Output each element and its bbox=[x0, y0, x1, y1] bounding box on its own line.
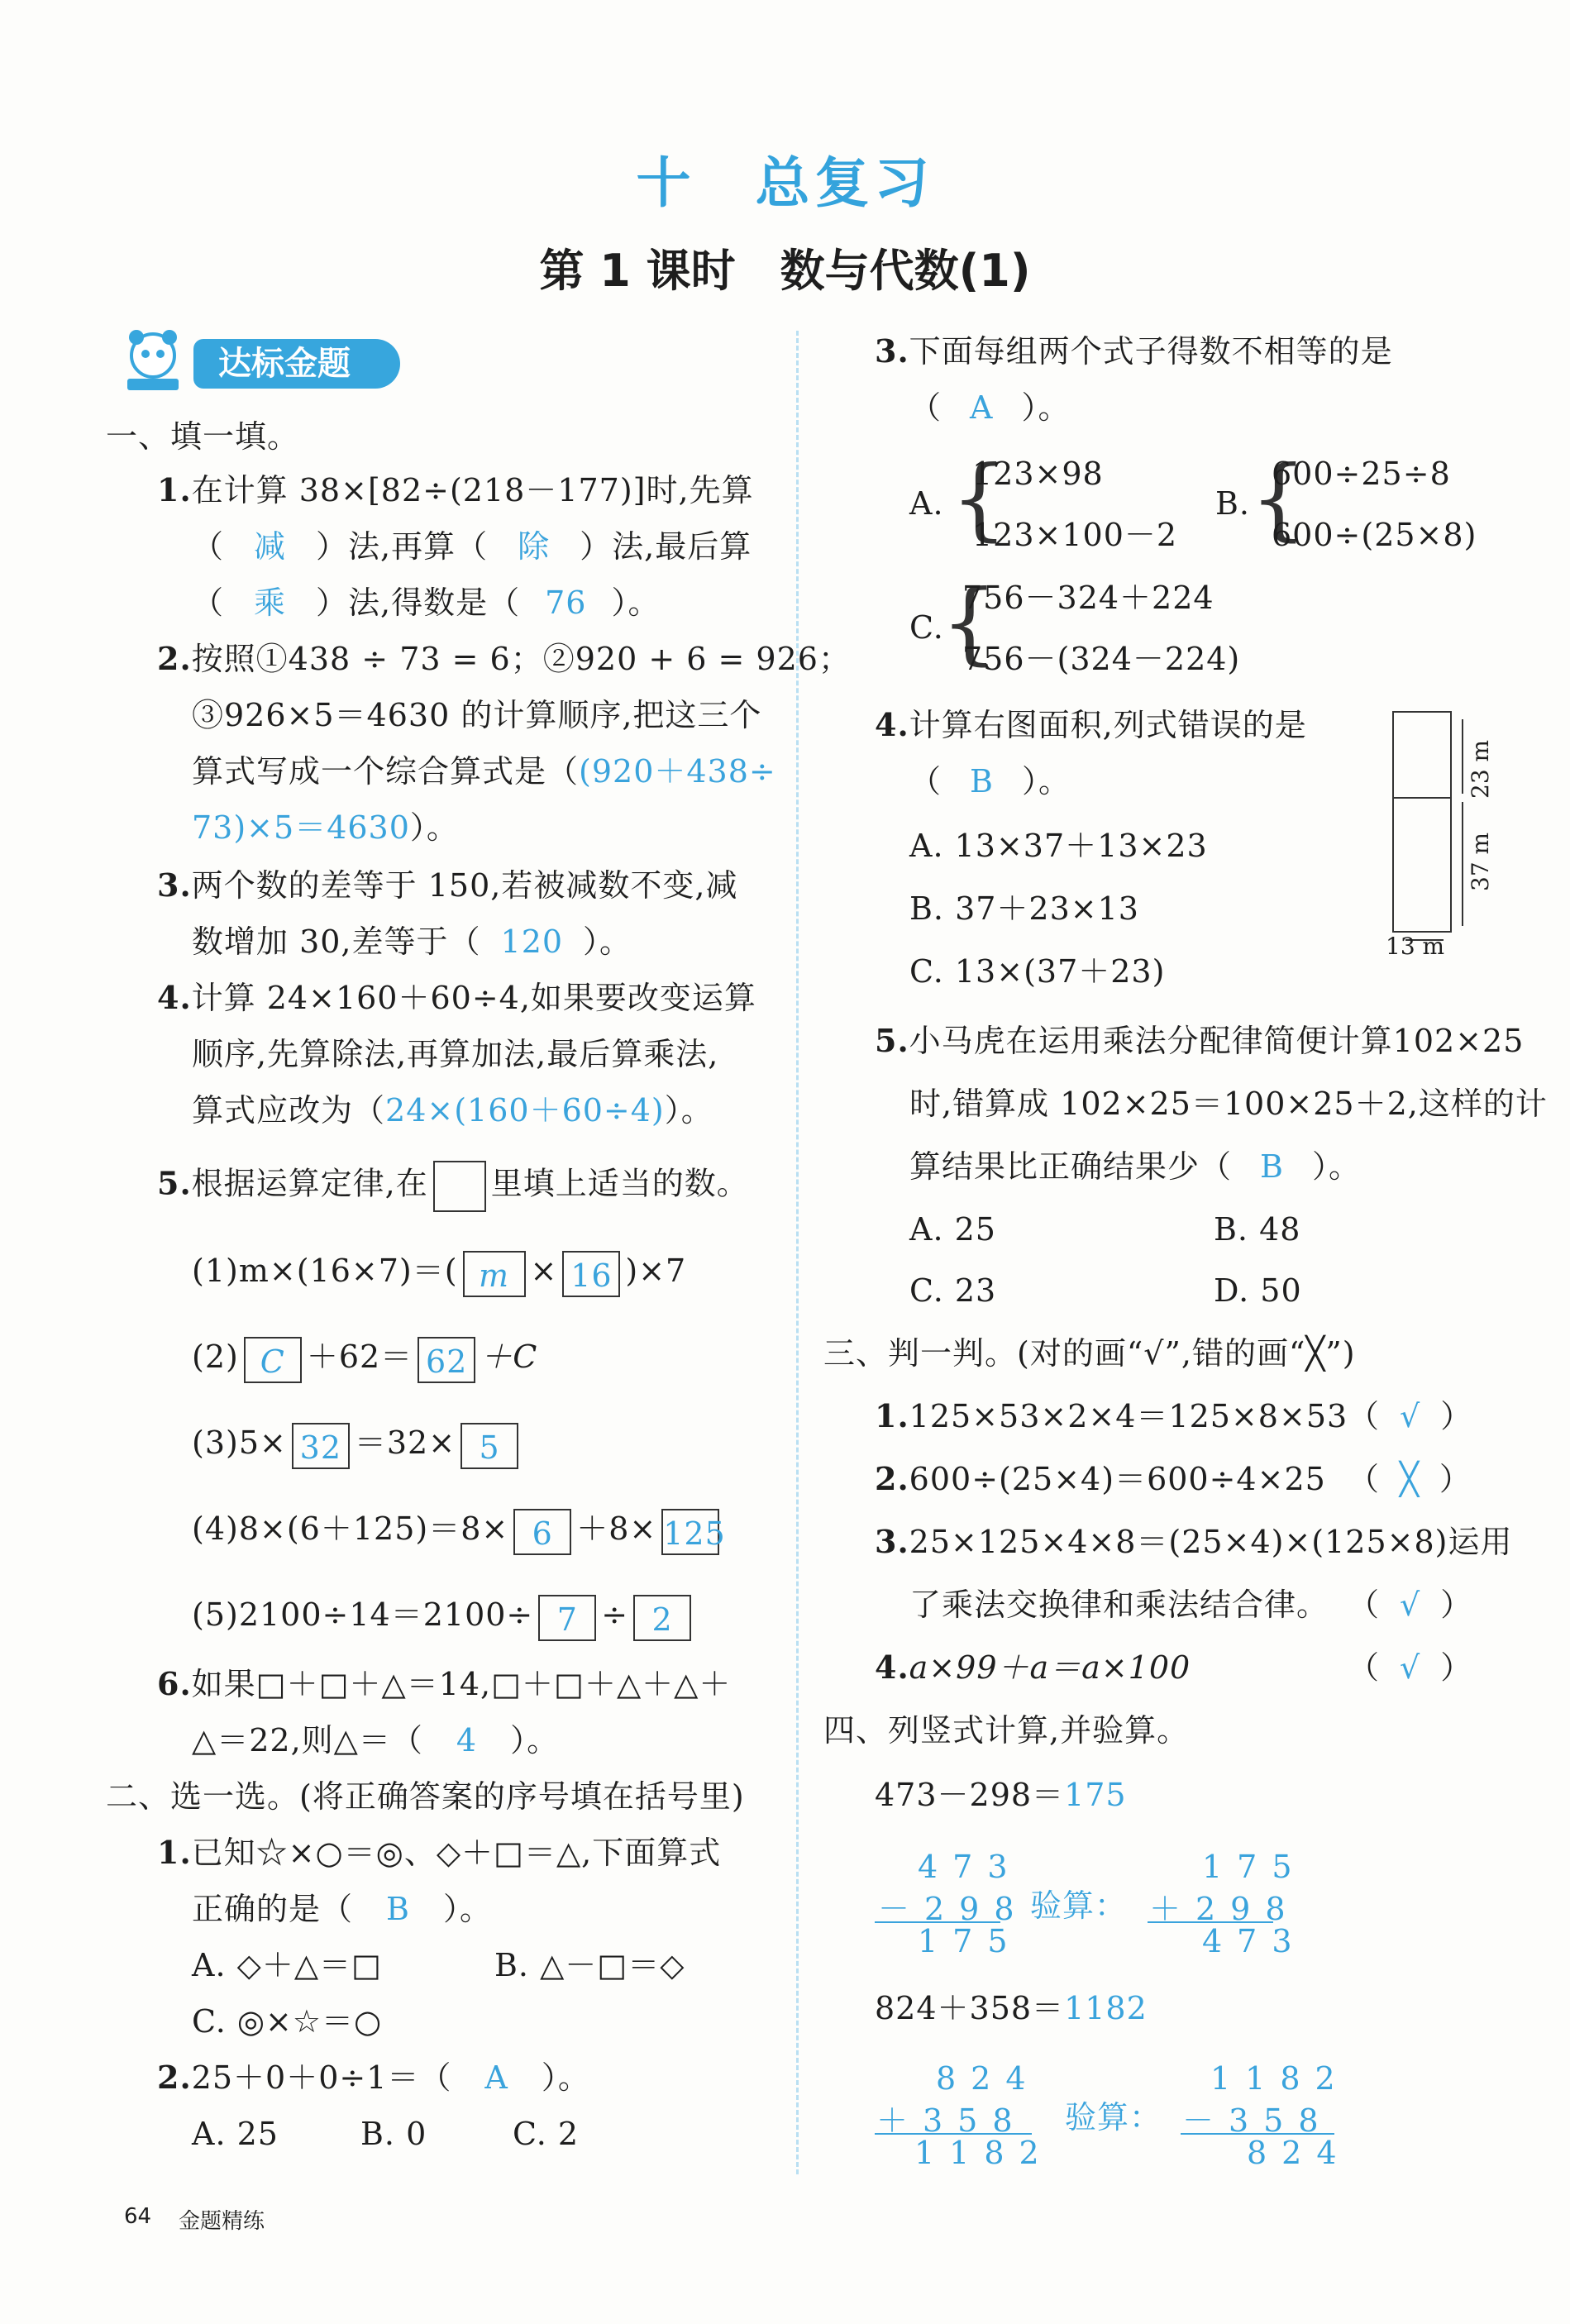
s2-q3-optB-bottom: 600÷(25×8) bbox=[1272, 517, 1477, 553]
answer-box: 32 bbox=[292, 1423, 350, 1469]
dim-line bbox=[1462, 802, 1463, 926]
s3-item1 bbox=[875, 1396, 1348, 1437]
expr: ＋62＝ bbox=[306, 1339, 413, 1375]
s2-q1-optA: A. ◇＋△＝□ bbox=[192, 1947, 382, 1983]
s2-q5-line2: 时,错算成 102×25＝100×25＋2,这样的计 bbox=[909, 1086, 1548, 1122]
paren: ） bbox=[1439, 1461, 1472, 1497]
answer-box: 62 bbox=[418, 1337, 475, 1383]
vcalc-row bbox=[1210, 2060, 1350, 2097]
vcalc-digits: －358 bbox=[1182, 2102, 1334, 2139]
cross-mark-icon: ╳ bbox=[1400, 1461, 1420, 1497]
answer-part1: (920＋438÷ bbox=[579, 753, 776, 790]
q-text: ）。 bbox=[611, 585, 661, 621]
q-text: 里填上适当的数。 bbox=[490, 1165, 749, 1202]
q-text: ）。 bbox=[583, 923, 632, 960]
q-text: 计算右图面积,列式错误的是 bbox=[909, 707, 1307, 743]
q-number: 3. bbox=[875, 332, 909, 370]
check-label: 验算： bbox=[1030, 1887, 1128, 1924]
dim-line bbox=[1462, 719, 1463, 794]
expr: ＋8× bbox=[576, 1510, 657, 1547]
q-text: 数增加 30,差等于（ bbox=[192, 923, 481, 960]
book-name: 金题精练 bbox=[179, 2209, 265, 2234]
q-text: ）。 bbox=[541, 2059, 590, 2096]
fig-label-text: 23 m bbox=[1467, 739, 1494, 799]
q-text: （ bbox=[909, 389, 942, 426]
paren: ） bbox=[1440, 1398, 1473, 1434]
s3-item4-answer bbox=[1348, 1647, 1472, 1688]
brace: { bbox=[1250, 447, 1307, 551]
q-number: 2. bbox=[157, 2059, 192, 2096]
s2-q3-optC-bottom: 756－(324－224) bbox=[962, 641, 1241, 677]
s1-q2-line2: ③926×5＝4630 的计算顺序,把这三个 bbox=[192, 697, 762, 733]
s2-q3-optC-top: 756－324＋224 bbox=[962, 580, 1214, 616]
s2-q5-optA: A. 25 bbox=[909, 1211, 996, 1248]
s1-q1-line2 bbox=[192, 526, 752, 567]
s2-q1-optC: C. ◎×☆＝○ bbox=[192, 2003, 383, 2040]
q-text: 25×125×4×8＝(25×4)×(125×8)运用 bbox=[909, 1524, 1513, 1560]
s2-q5-optC: C. 23 bbox=[909, 1272, 997, 1309]
answer-1: 减 bbox=[254, 528, 287, 565]
answer-box: 7 bbox=[538, 1595, 596, 1641]
expr: (3)5× bbox=[192, 1424, 287, 1461]
s2-q4-line2 bbox=[909, 761, 1071, 802]
answer-4: 76 bbox=[545, 585, 587, 621]
q-text: ）。 bbox=[409, 809, 459, 846]
q-number: 1. bbox=[875, 1397, 909, 1434]
vcalc-digits: ＋298 bbox=[1149, 1891, 1300, 1927]
answer: A bbox=[970, 389, 994, 426]
equation: 473－298＝ bbox=[875, 1777, 1065, 1813]
s2-q3-optB-label: B. bbox=[1215, 485, 1251, 522]
expr: ＋C bbox=[480, 1339, 538, 1375]
brace: { bbox=[951, 447, 1008, 551]
lesson-title: 第 1 课时 数与代数(1) bbox=[539, 245, 1031, 297]
vcalc-row bbox=[885, 1849, 1023, 1885]
fig-label-bottom: 13 m bbox=[1386, 933, 1445, 960]
vcalc-digits: －298 bbox=[878, 1891, 1029, 1927]
answer: B bbox=[1260, 1148, 1284, 1185]
s2-q2-optB: B. 0 bbox=[360, 2116, 427, 2152]
vcalc-digits: 473 bbox=[1202, 1923, 1307, 1959]
q-number: 4. bbox=[157, 979, 192, 1016]
s1-q5-sub4 bbox=[192, 1503, 724, 1554]
check-mark-icon: √ bbox=[1400, 1649, 1421, 1686]
paren: （ bbox=[1348, 1398, 1381, 1434]
q-text: 两个数的差等于 150,若被减数不变,减 bbox=[191, 867, 738, 904]
s3-item2-answer bbox=[1348, 1458, 1472, 1500]
s3-item3-line2: 了乘法交换律和乘法结合律。 bbox=[909, 1587, 1329, 1623]
expr: )×7 bbox=[625, 1253, 687, 1289]
s2-q3-optA-label: A. bbox=[909, 485, 944, 522]
s1-q3-line2 bbox=[192, 921, 632, 962]
q-text: ）。 bbox=[664, 1092, 713, 1129]
q-text: ）法,最后算 bbox=[580, 528, 752, 565]
answer: 120 bbox=[500, 923, 564, 960]
s1-q2-line4 bbox=[192, 807, 459, 848]
equation: 824＋358＝ bbox=[875, 1990, 1065, 2026]
chapter-title: 十 总复习 bbox=[636, 151, 934, 215]
q-number: 3. bbox=[157, 866, 192, 904]
s2-q3-line1 bbox=[875, 331, 1393, 372]
q-text: ）。 bbox=[1311, 1148, 1361, 1185]
answer-box: 2 bbox=[633, 1595, 691, 1641]
section4-heading: 四、列竖式计算,并验算。 bbox=[823, 1712, 1190, 1749]
s2-q1-line1 bbox=[157, 1832, 721, 1873]
s2-q3-line2 bbox=[909, 387, 1070, 428]
s2-q2-optC: C. 2 bbox=[513, 2116, 580, 2152]
vcalc-row bbox=[1210, 2135, 1352, 2171]
s2-q5-optD: D. 50 bbox=[1214, 1272, 1302, 1309]
vcalc-digits: ＋358 bbox=[876, 2102, 1028, 2139]
q-text: ）。 bbox=[1021, 389, 1071, 426]
expr: ＝32× bbox=[354, 1424, 456, 1461]
answer-box: 16 bbox=[562, 1251, 620, 1297]
s1-q6-line2 bbox=[192, 1720, 559, 1761]
s2-q4-optA: A. 13×37＋13×23 bbox=[909, 828, 1208, 864]
q-text: 算式写成一个综合算式是（ bbox=[192, 753, 580, 790]
q-text: 算结果比正确结果少（ bbox=[909, 1148, 1233, 1185]
q-text: 计算 24×160＋60÷4,如果要改变运算 bbox=[191, 980, 756, 1016]
s1-q4-line2: 顺序,先算除法,再算加法,最后算乘法, bbox=[192, 1036, 719, 1072]
s2-q1-line2 bbox=[192, 1888, 492, 1930]
s1-q6-line1 bbox=[157, 1663, 731, 1705]
expr: × bbox=[530, 1253, 558, 1289]
vcalc-digits: 175 bbox=[918, 1923, 1023, 1959]
answer-2: 除 bbox=[518, 528, 551, 565]
vcalc-row bbox=[885, 1923, 1023, 1959]
s2-q5-line1 bbox=[875, 1020, 1524, 1062]
q-number: 4. bbox=[875, 1649, 909, 1686]
vcalc-digits: 473 bbox=[918, 1849, 1023, 1885]
s2-q4-optC: C. 13×(37＋23) bbox=[909, 953, 1166, 990]
s1-q4-line3 bbox=[192, 1090, 713, 1131]
q-number: 2. bbox=[875, 1460, 909, 1497]
q-text: ）。 bbox=[510, 1722, 560, 1759]
answer: B bbox=[386, 1891, 410, 1927]
s2-q3-optA-top: 123×98 bbox=[972, 456, 1104, 492]
s1-q5-sub1 bbox=[192, 1245, 686, 1296]
section1-heading: 一、填一填。 bbox=[106, 418, 300, 455]
s1-q3-line1 bbox=[157, 865, 737, 906]
q-text: 下面每组两个式子得数不相等的是 bbox=[909, 333, 1393, 370]
column-divider bbox=[796, 331, 799, 2174]
figure-rect-bottom bbox=[1392, 797, 1452, 933]
s3-item1-answer bbox=[1348, 1396, 1472, 1437]
s2-q5-line3 bbox=[909, 1146, 1361, 1187]
s1-q2-line3 bbox=[192, 751, 776, 792]
vcalc-digits: 824 bbox=[1247, 2135, 1352, 2171]
expr: (4)8×(6＋125)＝8× bbox=[192, 1510, 509, 1547]
q-text: 在计算 38×[82÷(218－177)]时,先算 bbox=[191, 472, 754, 508]
q-number: 1. bbox=[157, 1834, 192, 1871]
s4-p2-eq bbox=[875, 1988, 1148, 2029]
q-number: 1. bbox=[157, 471, 192, 508]
s2-q3-optB-top: 600÷25÷8 bbox=[1272, 456, 1451, 492]
answer: 24×(160＋60÷4) bbox=[385, 1092, 665, 1129]
vcalc-digits: 175 bbox=[1202, 1849, 1307, 1885]
answer-box: 5 bbox=[461, 1423, 518, 1469]
q-text: ）法,得数是（ bbox=[316, 585, 521, 621]
q-text: a×99＋a＝a×100 bbox=[909, 1649, 1191, 1686]
q-text: ）。 bbox=[1021, 763, 1071, 799]
check-label: 验算： bbox=[1065, 2099, 1162, 2136]
paren: （ bbox=[1348, 1461, 1381, 1497]
s1-q1-line1 bbox=[157, 470, 754, 511]
vcalc-digits: 824 bbox=[936, 2060, 1041, 2097]
q-text: △＝22,则△＝（ bbox=[192, 1722, 423, 1759]
answer: A bbox=[484, 2059, 508, 2096]
paren: ） bbox=[1440, 1649, 1473, 1686]
expr: (2) bbox=[192, 1339, 239, 1375]
s3-item3 bbox=[875, 1521, 1513, 1563]
s3-item3-answer bbox=[1348, 1584, 1472, 1625]
paren: （ bbox=[192, 585, 225, 621]
answer: B bbox=[970, 763, 994, 799]
q-text: ）法,再算（ bbox=[316, 528, 489, 565]
q-text: 600÷(25×4)＝600÷4×25 bbox=[909, 1461, 1326, 1497]
paren: ） bbox=[1440, 1587, 1473, 1623]
q-text: 已知☆×○＝◎、◇＋□＝△,下面算式 bbox=[191, 1835, 722, 1871]
vcalc-row bbox=[903, 2135, 1054, 2171]
brace: { bbox=[941, 571, 998, 675]
section2-heading: 二、选一选。(将正确答案的序号填在括号里) bbox=[106, 1778, 745, 1815]
q-text: 如果□＋□＋△＝14,□＋□＋△＋△＋ bbox=[191, 1666, 732, 1702]
answer: 4 bbox=[456, 1722, 478, 1759]
fig-label-text: 37 m bbox=[1467, 832, 1494, 891]
s2-q5-optB: B. 48 bbox=[1214, 1211, 1301, 1248]
s2-q2-optA: A. 25 bbox=[192, 2116, 279, 2152]
s1-q5-sub2 bbox=[192, 1331, 537, 1382]
q-number: 2. bbox=[157, 640, 192, 677]
s1-q5-sub3 bbox=[192, 1417, 523, 1468]
answer-box: 125 bbox=[661, 1509, 719, 1555]
answer-part2: 73)×5＝4630 bbox=[192, 809, 410, 846]
vcalc-digits: 1182 bbox=[1210, 2060, 1350, 2097]
vcalc-digits: 1182 bbox=[914, 2135, 1054, 2171]
q-text: 算式应改为（ bbox=[192, 1092, 386, 1129]
s2-q3-optA-bottom: 123×100－2 bbox=[972, 517, 1178, 553]
paren: （ bbox=[1348, 1649, 1381, 1686]
paren: （ bbox=[1348, 1587, 1381, 1623]
q-number: 4. bbox=[875, 706, 909, 743]
expr: (5)2100÷14＝2100÷ bbox=[192, 1596, 534, 1633]
section-badge: 达标金题 bbox=[193, 339, 400, 389]
answer: 1182 bbox=[1064, 1990, 1148, 2026]
s1-q4-line1 bbox=[157, 977, 756, 1019]
blank-box bbox=[433, 1161, 486, 1212]
answer: 175 bbox=[1064, 1777, 1127, 1813]
s2-q4-optB: B. 37＋23×13 bbox=[909, 890, 1139, 927]
s3-item2 bbox=[875, 1458, 1326, 1500]
panda-icon bbox=[116, 324, 190, 398]
s2-q4-line1 bbox=[875, 704, 1307, 746]
s2-q1-optB: B. △－□＝◇ bbox=[494, 1947, 685, 1983]
q-number: 5. bbox=[875, 1022, 909, 1059]
q-number: 5. bbox=[157, 1164, 192, 1202]
section3-heading: 三、判一判。(对的画“√”,错的画“╳”) bbox=[823, 1335, 1356, 1372]
s4-p1-eq bbox=[875, 1774, 1127, 1816]
q-text: （ bbox=[909, 763, 942, 799]
q-text: ）。 bbox=[442, 1891, 492, 1927]
q-text: 小马虎在运用乘法分配律简便计算102×25 bbox=[909, 1023, 1525, 1059]
paren: （ bbox=[192, 528, 225, 565]
s1-q5-line1 bbox=[157, 1161, 749, 1212]
q-text: 125×53×2×4＝125×8×53 bbox=[909, 1398, 1348, 1434]
vcalc-row bbox=[1171, 1849, 1307, 1885]
answer-box: 6 bbox=[513, 1509, 571, 1555]
q-number: 3. bbox=[875, 1523, 909, 1560]
s2-q3-optC-label: C. bbox=[909, 609, 944, 646]
q-text: 25＋0＋0÷1＝（ bbox=[191, 2059, 452, 2096]
s3-item4 bbox=[875, 1647, 1191, 1688]
answer-box: m bbox=[463, 1251, 526, 1297]
expr: (1)m×(16×7)＝( bbox=[192, 1253, 458, 1289]
q-text: 正确的是（ bbox=[192, 1891, 354, 1927]
check-mark-icon: √ bbox=[1400, 1398, 1421, 1434]
figure-rect-top bbox=[1392, 711, 1452, 799]
s1-q1-line3 bbox=[192, 582, 661, 623]
vcalc-row bbox=[903, 2060, 1041, 2097]
check-mark-icon: √ bbox=[1400, 1587, 1421, 1623]
expr: ÷ bbox=[601, 1596, 629, 1633]
answer-3: 乘 bbox=[254, 585, 287, 621]
s1-q5-sub5 bbox=[192, 1589, 696, 1640]
vcalc-row bbox=[1171, 1923, 1307, 1959]
q-text: 按照①438 ÷ 73 = 6；②920 + 6 = 926； bbox=[191, 641, 851, 677]
page-number: 64 bbox=[124, 2204, 152, 2229]
answer-box: C bbox=[244, 1337, 302, 1383]
q-number: 6. bbox=[157, 1665, 192, 1702]
q-text: 根据运算定律,在 bbox=[191, 1165, 428, 1202]
s1-q2-line1 bbox=[157, 638, 851, 680]
s2-q2-line1 bbox=[157, 2057, 590, 2098]
